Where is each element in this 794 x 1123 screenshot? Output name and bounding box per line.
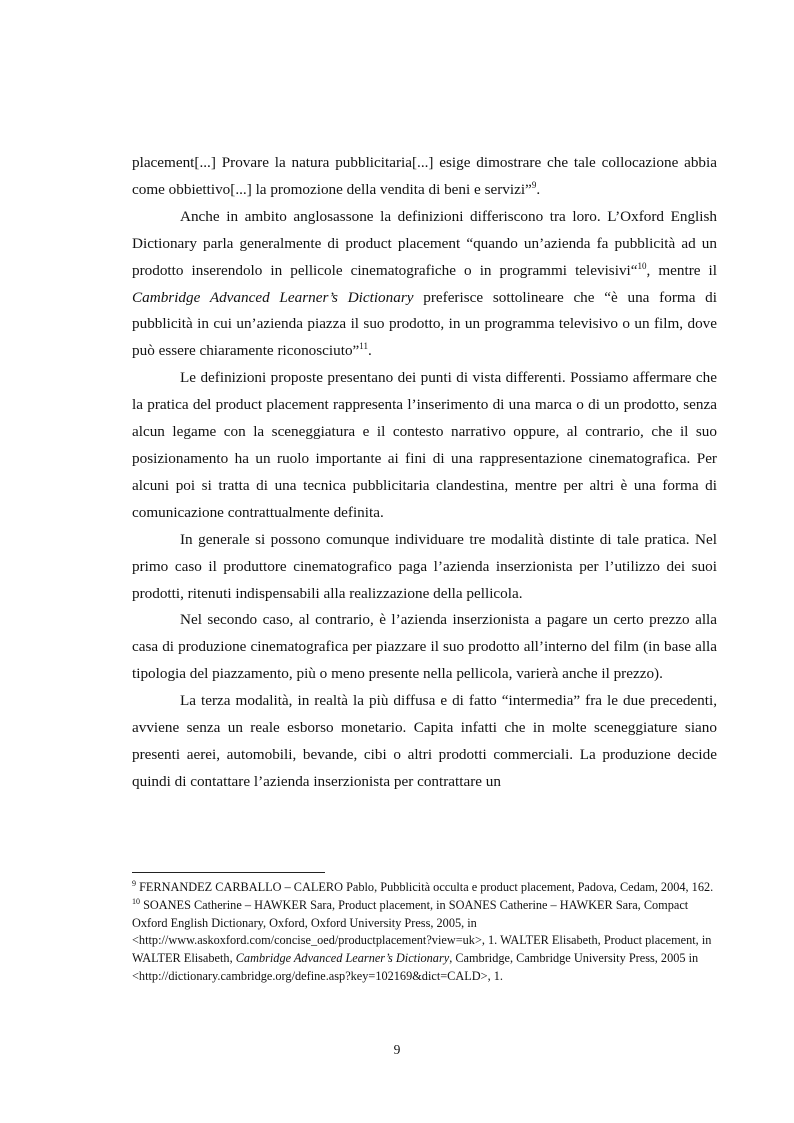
footnote-ref-9[interactable]: 9 [531,179,537,190]
paragraph-6: La terza modalità, in realtà la più diffusa e di fatto “intermedia” fra le due precedenti, avviene senza un reale esborso monetario. Capita infatti che in molte sceneggiature siano presenti aerei, automobili, bevande, cibi o altri prodotti commerciali. La produzione decide quindi di contattare l’azienda inserzionista per contrattare un [132,692,717,790]
paragraph-5: Nel secondo caso, al contrario, è l’azienda inserzionista a pagare un certo prezzo alla casa di produzione cinematografica per piazzare il suo prodotto all’interno del film (in base alla tipologia del piazzamento, più o meno presente nella pellicola, varierà anche il prezzo). [132,611,717,683]
paragraph-3: Le definizioni proposte presentano dei punti di vista differenti. Possiamo affermare che la pratica del product placement rappresenta l’inserimento di una marca o di un prodotto, senza alcun legame con la sceneggiatura e il contesto narrativo oppure, al contrario, che il suo posizionamento ha un ruolo importante ai fini di una rappresentazione cinematografica. Per alcuni poi si tratta di una tecnica pubblicitaria clandestina, mentre per altri è una forma di comunicazione contrattualmente definita. [132,369,717,521]
footnote-ref-10[interactable]: 10 [637,260,647,271]
footnote-separator [132,872,325,873]
footnotes [132,879,717,986]
page-number: 9 [393,1042,401,1057]
main-text [132,150,717,796]
footnote-10: $^{10}$ SOANES Catherine – HAWKER Sara, Product placement, in SOANES Catherine – HAWKER Sara, Compact Oxford English Dictionary, Oxford, Oxford University Press, 2005, in <http://www.askoxford.com/concise_oed/productplacement?view=uk>, 1. WALTER Elisabeth, Product placement, in WALTER Elisabeth, Cambridge Advanced Learner’s Dictionary, Cambridge, Cambridge University Press, 2005 in <http://dictionary.cambridge.org/define.asp?key=102169&dict=CALD>, 1. [132,896,712,983]
footnote-book-title: Cambridge Advanced Learner’s Dictionary [235,951,450,966]
book-title: Cambridge Advanced Learner’s Dictionary [132,288,414,306]
footnote-ref-11[interactable]: 11 [359,341,368,352]
paragraph-1: placement[...] Provare la natura pubblicitaria[...] esige dimostrare che tale collocazione abbia come obbiettivo[...] la promozione della vendita di beni e servizi”$^9$. [132,154,717,198]
footnote-9: $^9$ FERNANDEZ CARBALLO – CALERO Pablo, Pubblicità occulta e product placement, Padova, Cedam, 2004, 162. [132,878,714,894]
paragraph-2: Anche in ambito anglosassone la definizioni differiscono tra loro. L’Oxford English Dictionary parla generalmente di product placement “quando un’azienda fa pubblicità ad un prodotto inserendolo in pellicole cinematografiche o in programmi televisivi“$^{10}$, mentre il Cambridge Advanced Learner’s Dictionary preferisce sottolineare che “è una forma di pubblicità in cui un’azienda piazza il suo prodotto, in un programma televisivo o un film, dove può essere chiaramente riconosciuto”$^{11}$. [132,207,717,360]
paragraph-4: In generale si possono comunque individuare tre modalità distinte di tale pratica. Nel primo caso il produttore cinematografico paga l’azienda inserzionista per l’utilizzo dei suoi prodotti, ritenuti indispensabili alla realizzazione della pellicola. [132,530,717,602]
